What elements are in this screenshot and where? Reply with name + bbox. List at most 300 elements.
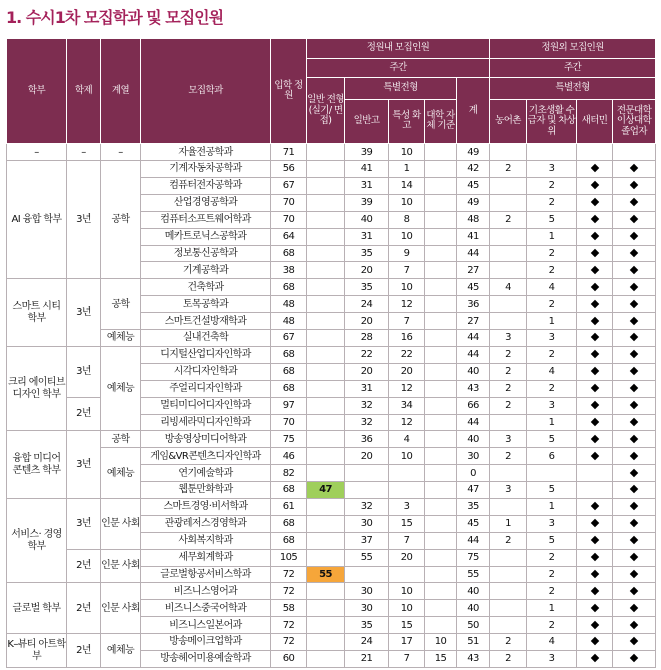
header-outside-special: 특별전형: [490, 78, 656, 99]
diamond-icon: [630, 536, 638, 544]
header-univ-criteria: 대학 자체 기준: [425, 99, 457, 144]
quota-cell: 75: [271, 431, 307, 448]
group-cell: 예체능: [101, 634, 141, 668]
general-high-cell: 35: [345, 617, 389, 634]
group-cell: 3년: [67, 346, 101, 397]
college-grad-cell: [613, 600, 656, 617]
basic-living-cell: [527, 144, 577, 161]
group-cell: 예체능: [101, 330, 141, 347]
college-grad-cell: [613, 144, 656, 161]
rural-cell: [490, 465, 527, 482]
defector-cell: [577, 583, 613, 600]
specialized-high-cell: 20: [389, 549, 425, 566]
college-grad-cell: [613, 566, 656, 583]
table-row: [7, 346, 656, 363]
total-cell: 50: [457, 617, 490, 634]
diamond-icon: [590, 637, 598, 645]
quota-cell: 61: [271, 498, 307, 515]
group-cell: 인문 사회: [101, 498, 141, 549]
univ-criteria-cell: [425, 330, 457, 347]
univ-criteria-cell: [425, 380, 457, 397]
quota-cell: 68: [271, 279, 307, 296]
diamond-icon: [630, 434, 638, 442]
department-cell: 정보통신공학과: [141, 245, 271, 262]
total-cell: 40: [457, 363, 490, 380]
group-cell: 2년: [67, 397, 101, 431]
total-cell: 48: [457, 211, 490, 228]
defector-cell: [577, 431, 613, 448]
specialized-high-cell: 3: [389, 498, 425, 515]
college-grad-cell: [613, 397, 656, 414]
general-cell: [307, 313, 345, 330]
general-cell: [307, 532, 345, 549]
header-rural: 농어촌: [490, 99, 527, 144]
general-cell: [307, 448, 345, 465]
defector-cell: [577, 144, 613, 161]
specialized-high-cell: 10: [389, 228, 425, 245]
basic-living-cell: 4: [527, 363, 577, 380]
univ-criteria-cell: [425, 498, 457, 515]
diamond-icon: [590, 350, 598, 358]
group-cell: 인문 사회: [101, 549, 141, 583]
table-row: [7, 144, 656, 161]
diamond-icon: [630, 502, 638, 510]
defector-cell: [577, 566, 613, 583]
quota-cell: 72: [271, 583, 307, 600]
specialized-high-cell: 12: [389, 296, 425, 313]
general-cell: [307, 279, 345, 296]
total-cell: 45: [457, 515, 490, 532]
header-defector: 새터민: [577, 99, 613, 144]
defector-cell: [577, 211, 613, 228]
table-row: [7, 583, 656, 600]
college-grad-cell: [613, 296, 656, 313]
rural-cell: 1: [490, 515, 527, 532]
general-high-cell: 32: [345, 397, 389, 414]
department-cell: 자율전공학과: [141, 144, 271, 161]
quota-cell: 48: [271, 296, 307, 313]
diamond-icon: [630, 418, 638, 426]
admission-table: [6, 38, 656, 668]
defector-cell: [577, 465, 613, 482]
diamond-icon: [630, 451, 638, 459]
college-grad-cell: [613, 634, 656, 651]
rural-cell: [490, 228, 527, 245]
diamond-icon: [630, 587, 638, 595]
rural-cell: 2: [490, 211, 527, 228]
college-grad-cell: [613, 279, 656, 296]
rural-cell: 2: [490, 363, 527, 380]
specialized-high-cell: 10: [389, 194, 425, 211]
department-cell: 기계공학과: [141, 262, 271, 279]
group-cell: –: [101, 144, 141, 161]
department-cell: 비즈니스중국어학과: [141, 600, 271, 617]
college-grad-cell: [613, 245, 656, 262]
basic-living-cell: 2: [527, 178, 577, 195]
specialized-high-cell: [389, 482, 425, 499]
rural-cell: [490, 144, 527, 161]
diamond-icon: [630, 367, 638, 375]
defector-cell: [577, 498, 613, 515]
general-cell: [307, 431, 345, 448]
rural-cell: 2: [490, 448, 527, 465]
department-cell: 리빙세라믹디자인학과: [141, 414, 271, 431]
specialized-high-cell: 4: [389, 431, 425, 448]
specialized-high-cell: 7: [389, 650, 425, 667]
general-cell: [307, 617, 345, 634]
header-field: 계열: [101, 39, 141, 144]
rural-cell: 3: [490, 431, 527, 448]
rural-cell: [490, 262, 527, 279]
defector-cell: [577, 448, 613, 465]
general-cell: 47: [307, 482, 345, 499]
department-cell: 토목공학과: [141, 296, 271, 313]
univ-criteria-cell: [425, 448, 457, 465]
univ-criteria-cell: [425, 178, 457, 195]
quota-cell: 72: [271, 566, 307, 583]
diamond-icon: [590, 401, 598, 409]
specialized-high-cell: 10: [389, 144, 425, 161]
basic-living-cell: 5: [527, 482, 577, 499]
college-grad-cell: [613, 515, 656, 532]
basic-living-cell: 2: [527, 262, 577, 279]
diamond-icon: [590, 164, 598, 172]
defector-cell: [577, 262, 613, 279]
quota-cell: 97: [271, 397, 307, 414]
univ-criteria-cell: [425, 397, 457, 414]
college-grad-cell: [613, 482, 656, 499]
header-outside-daytime: 주간: [490, 59, 656, 78]
diamond-icon: [630, 299, 638, 307]
college-grad-cell: [613, 583, 656, 600]
group-cell: 공학: [101, 431, 141, 448]
group-cell: 2년: [67, 634, 101, 668]
diamond-icon: [630, 181, 638, 189]
total-cell: 40: [457, 600, 490, 617]
basic-living-cell: 2: [527, 296, 577, 313]
general-cell: [307, 583, 345, 600]
basic-living-cell: 2: [527, 194, 577, 211]
header-department: 모집학과: [141, 39, 271, 144]
defector-cell: [577, 330, 613, 347]
diamond-icon: [590, 620, 598, 628]
defector-cell: [577, 245, 613, 262]
univ-criteria-cell: [425, 211, 457, 228]
rural-cell: [490, 583, 527, 600]
table-row: [7, 279, 656, 296]
total-cell: 0: [457, 465, 490, 482]
total-cell: 30: [457, 448, 490, 465]
diamond-icon: [590, 587, 598, 595]
general-high-cell: 32: [345, 414, 389, 431]
diamond-icon: [630, 249, 638, 257]
quota-cell: 68: [271, 245, 307, 262]
group-cell: K–뷰티 아트학부: [7, 634, 67, 668]
department-cell: 관광레저스경영학과: [141, 515, 271, 532]
page-title: 1. 수시1차 모집학과 및 모집인원: [6, 8, 224, 27]
table-row: [7, 634, 656, 651]
diamond-icon: [630, 401, 638, 409]
general-high-cell: 20: [345, 363, 389, 380]
specialized-high-cell: 9: [389, 245, 425, 262]
defector-cell: [577, 178, 613, 195]
quota-cell: 70: [271, 194, 307, 211]
college-grad-cell: [613, 313, 656, 330]
college-grad-cell: [613, 414, 656, 431]
general-cell: [307, 296, 345, 313]
general-cell: [307, 245, 345, 262]
college-grad-cell: [613, 211, 656, 228]
basic-living-cell: 1: [527, 228, 577, 245]
total-cell: 66: [457, 397, 490, 414]
total-cell: 43: [457, 650, 490, 667]
group-cell: 크리 에이티브 디자인 학부: [7, 346, 67, 430]
specialized-high-cell: 14: [389, 178, 425, 195]
general-cell: 55: [307, 566, 345, 583]
diamond-icon: [590, 434, 598, 442]
defector-cell: [577, 380, 613, 397]
specialized-high-cell: [389, 465, 425, 482]
general-high-cell: 21: [345, 650, 389, 667]
specialized-high-cell: 17: [389, 634, 425, 651]
general-cell: [307, 414, 345, 431]
group-cell: 3년: [67, 498, 101, 549]
specialized-high-cell: 8: [389, 211, 425, 228]
group-cell: 3년: [67, 431, 101, 499]
rural-cell: 3: [490, 482, 527, 499]
total-cell: 44: [457, 245, 490, 262]
basic-living-cell: 1: [527, 498, 577, 515]
quota-cell: 68: [271, 532, 307, 549]
univ-criteria-cell: 10: [425, 634, 457, 651]
total-cell: 45: [457, 279, 490, 296]
total-cell: 36: [457, 296, 490, 313]
group-cell: 예체능: [101, 448, 141, 499]
general-cell: [307, 498, 345, 515]
department-cell: 기계자동차공학과: [141, 161, 271, 178]
specialized-high-cell: 7: [389, 262, 425, 279]
basic-living-cell: 5: [527, 532, 577, 549]
rural-cell: [490, 245, 527, 262]
rural-cell: 2: [490, 650, 527, 667]
general-cell: [307, 515, 345, 532]
diamond-icon: [630, 384, 638, 392]
specialized-high-cell: 34: [389, 397, 425, 414]
specialized-high-cell: 15: [389, 515, 425, 532]
header-within-daytime: 주간: [307, 59, 490, 78]
college-grad-cell: [613, 650, 656, 667]
general-high-cell: 32: [345, 498, 389, 515]
quota-cell: 38: [271, 262, 307, 279]
college-grad-cell: [613, 346, 656, 363]
diamond-icon: [630, 603, 638, 611]
diamond-icon: [590, 232, 598, 240]
defector-cell: [577, 346, 613, 363]
specialized-high-cell: 10: [389, 600, 425, 617]
univ-criteria-cell: [425, 566, 457, 583]
general-high-cell: 30: [345, 600, 389, 617]
total-cell: 44: [457, 532, 490, 549]
table-row: [7, 431, 656, 448]
total-cell: 42: [457, 161, 490, 178]
diamond-icon: [630, 637, 638, 645]
header-college-grad: 전문대학 이상대학 졸업자: [613, 99, 656, 144]
defector-cell: [577, 600, 613, 617]
univ-criteria-cell: [425, 194, 457, 211]
department-cell: 실내건축학: [141, 330, 271, 347]
general-cell: [307, 262, 345, 279]
college-grad-cell: [613, 549, 656, 566]
rural-cell: 2: [490, 397, 527, 414]
department-cell: 세무회계학과: [141, 549, 271, 566]
defector-cell: [577, 313, 613, 330]
college-grad-cell: [613, 161, 656, 178]
defector-cell: [577, 279, 613, 296]
defector-cell: [577, 549, 613, 566]
total-cell: 27: [457, 313, 490, 330]
general-cell: [307, 600, 345, 617]
group-cell: 3년: [67, 161, 101, 279]
department-cell: 방송영상미디어학과: [141, 431, 271, 448]
univ-criteria-cell: [425, 313, 457, 330]
general-high-cell: 30: [345, 515, 389, 532]
specialized-high-cell: 16: [389, 330, 425, 347]
college-grad-cell: [613, 330, 656, 347]
general-high-cell: 55: [345, 549, 389, 566]
specialized-high-cell: [389, 566, 425, 583]
specialized-high-cell: 10: [389, 448, 425, 465]
department-cell: 사회복지학과: [141, 532, 271, 549]
defector-cell: [577, 634, 613, 651]
department-cell: 게임&VR콘텐츠디자인학과: [141, 448, 271, 465]
quota-cell: 67: [271, 330, 307, 347]
general-high-cell: 20: [345, 262, 389, 279]
univ-criteria-cell: [425, 549, 457, 566]
table-row: [7, 161, 656, 178]
diamond-icon: [630, 282, 638, 290]
department-cell: 웹툰만화학과: [141, 482, 271, 499]
total-cell: 44: [457, 414, 490, 431]
basic-living-cell: 3: [527, 397, 577, 414]
rural-cell: 3: [490, 330, 527, 347]
diamond-icon: [590, 536, 598, 544]
department-cell: 방송헤어미용예술학과: [141, 650, 271, 667]
rural-cell: 2: [490, 346, 527, 363]
diamond-icon: [590, 384, 598, 392]
univ-criteria-cell: [425, 583, 457, 600]
quota-cell: 105: [271, 549, 307, 566]
diamond-icon: [590, 333, 598, 341]
college-grad-cell: [613, 178, 656, 195]
general-high-cell: 35: [345, 245, 389, 262]
general-high-cell: 41: [345, 161, 389, 178]
group-cell: 글로벌 학부: [7, 583, 67, 634]
diamond-icon: [590, 316, 598, 324]
department-cell: 멀티미디어디자인학과: [141, 397, 271, 414]
college-grad-cell: [613, 465, 656, 482]
total-cell: 35: [457, 498, 490, 515]
univ-criteria-cell: [425, 228, 457, 245]
group-cell: 스마트 시티 학부: [7, 279, 67, 347]
total-cell: 49: [457, 144, 490, 161]
group-cell: AI 융합 학부: [7, 161, 67, 279]
general-cell: [307, 346, 345, 363]
diamond-icon: [590, 451, 598, 459]
diamond-icon: [590, 502, 598, 510]
total-cell: 51: [457, 634, 490, 651]
univ-criteria-cell: [425, 262, 457, 279]
quota-cell: 68: [271, 363, 307, 380]
department-cell: 주얼리디자인학과: [141, 380, 271, 397]
general-high-cell: 39: [345, 194, 389, 211]
general-cell: [307, 634, 345, 651]
general-high-cell: 20: [345, 313, 389, 330]
defector-cell: [577, 532, 613, 549]
general-high-cell: 24: [345, 296, 389, 313]
general-high-cell: 31: [345, 228, 389, 245]
diamond-icon: [590, 418, 598, 426]
quota-cell: 72: [271, 617, 307, 634]
department-cell: 산업경영공학과: [141, 194, 271, 211]
header-within-quota: 정원내 모집인원: [307, 39, 490, 59]
header-basic-living: 기초생활 수급자 및 차상위: [527, 99, 577, 144]
quota-cell: 71: [271, 144, 307, 161]
basic-living-cell: 1: [527, 414, 577, 431]
total-cell: 40: [457, 431, 490, 448]
general-high-cell: 24: [345, 634, 389, 651]
specialized-high-cell: 22: [389, 346, 425, 363]
general-cell: [307, 194, 345, 211]
specialized-high-cell: 7: [389, 313, 425, 330]
basic-living-cell: 2: [527, 245, 577, 262]
general-high-cell: 28: [345, 330, 389, 347]
department-cell: 건축학과: [141, 279, 271, 296]
college-grad-cell: [613, 380, 656, 397]
specialized-high-cell: 10: [389, 279, 425, 296]
specialized-high-cell: 15: [389, 617, 425, 634]
total-cell: 27: [457, 262, 490, 279]
rural-cell: 2: [490, 532, 527, 549]
department-cell: 비즈니스영어과: [141, 583, 271, 600]
basic-living-cell: 3: [527, 161, 577, 178]
specialized-high-cell: 10: [389, 583, 425, 600]
general-cell: [307, 144, 345, 161]
basic-living-cell: 2: [527, 566, 577, 583]
basic-living-cell: 2: [527, 617, 577, 634]
univ-criteria-cell: [425, 245, 457, 262]
univ-criteria-cell: [425, 414, 457, 431]
table-row: [7, 448, 656, 465]
total-cell: 41: [457, 228, 490, 245]
college-grad-cell: [613, 262, 656, 279]
quota-cell: 48: [271, 313, 307, 330]
diamond-icon: [630, 198, 638, 206]
rural-cell: [490, 178, 527, 195]
diamond-icon: [590, 181, 598, 189]
basic-living-cell: 4: [527, 279, 577, 296]
rural-cell: [490, 617, 527, 634]
diamond-icon: [590, 249, 598, 257]
department-cell: 스마트건설방재학과: [141, 313, 271, 330]
diamond-icon: [590, 654, 598, 662]
rural-cell: [490, 414, 527, 431]
defector-cell: [577, 617, 613, 634]
college-grad-cell: [613, 617, 656, 634]
total-cell: 43: [457, 380, 490, 397]
defector-cell: [577, 161, 613, 178]
quota-cell: 68: [271, 346, 307, 363]
department-cell: 글로벌항공서비스학과: [141, 566, 271, 583]
